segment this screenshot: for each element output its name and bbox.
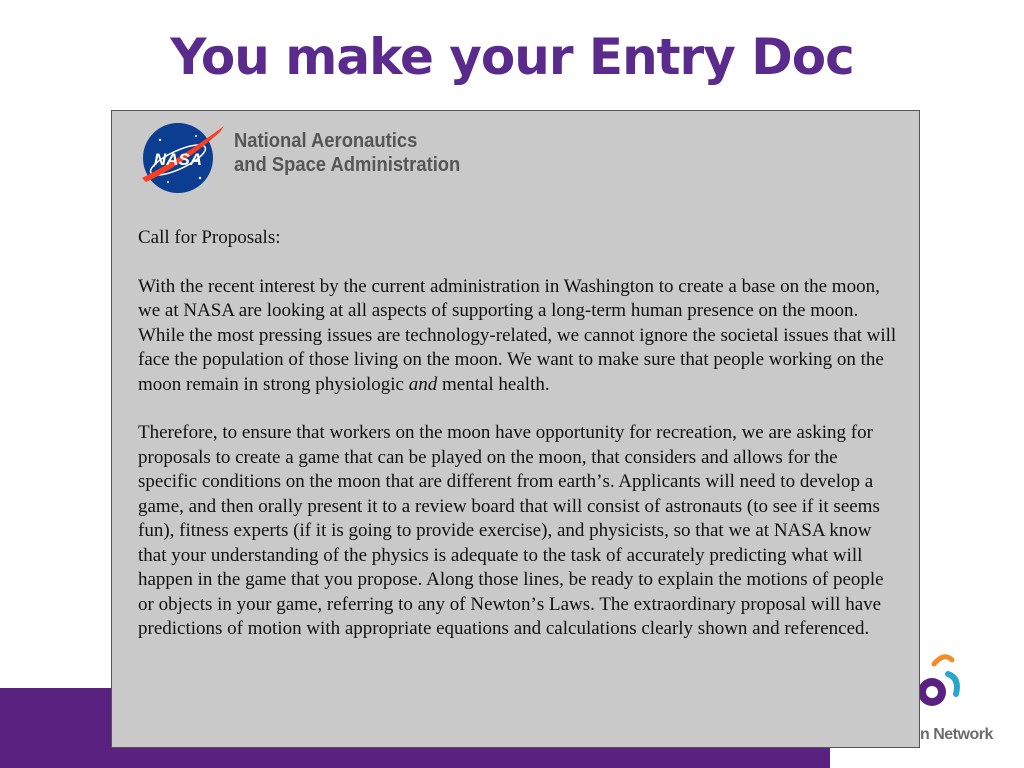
nasa-logo-text: NASA [153,150,203,169]
nasa-meatball-logo [138,120,226,196]
slide-title: You make your Entry Doc [170,28,854,86]
paragraph-1 [138,275,898,398]
document-body [138,226,898,642]
call-for-proposals-document [111,110,920,748]
proposal-heading: Call for Proposals: [138,227,281,248]
agency-line-1: National Aeronautics [234,130,418,152]
agency-line-2: and Space Administration [234,154,461,176]
agency-name [234,129,460,177]
paragraph-1-end: mental health. [437,373,550,395]
paragraph-1-emphasis: and [408,373,438,395]
paragraph-1-text: With the recent interest by the current administration in Washington to create a base on the moon, we at NASA are looking at all aspects of supporting a long-term human presence on the moon. While the most pressing issues are technology-related, we cannot ignore the societal issues that will face the population of those living on the moon. We want to make sure that people working on the moon remain in strong physiologic [138,275,897,395]
paragraph-2: Therefore, to ensure that workers on the moon have opportunity for recreation, we are asking for proposals to create a game that can be played on the moon, that considers and allows for the specific conditions on the moon that are different from earthʼs. Applicants will need to develop a game, and then orally present it to a review board that will consist of astronauts (to see if it seems fun), fitness experts (if it is going to provide exercise), and physicists, so that we at NASA know that your understanding of the physics is adequate to the task of accurately predicting what will happen in the game that you propose. Along those lines, be ready to explain the motions of people or objects in your game, referring to any of Newtonʼs Laws. The extraordinary proposal will have predictions of motion with appropriate equations and calculations clearly shown and referenced. [138,422,884,639]
network-label: n Network [920,726,993,743]
